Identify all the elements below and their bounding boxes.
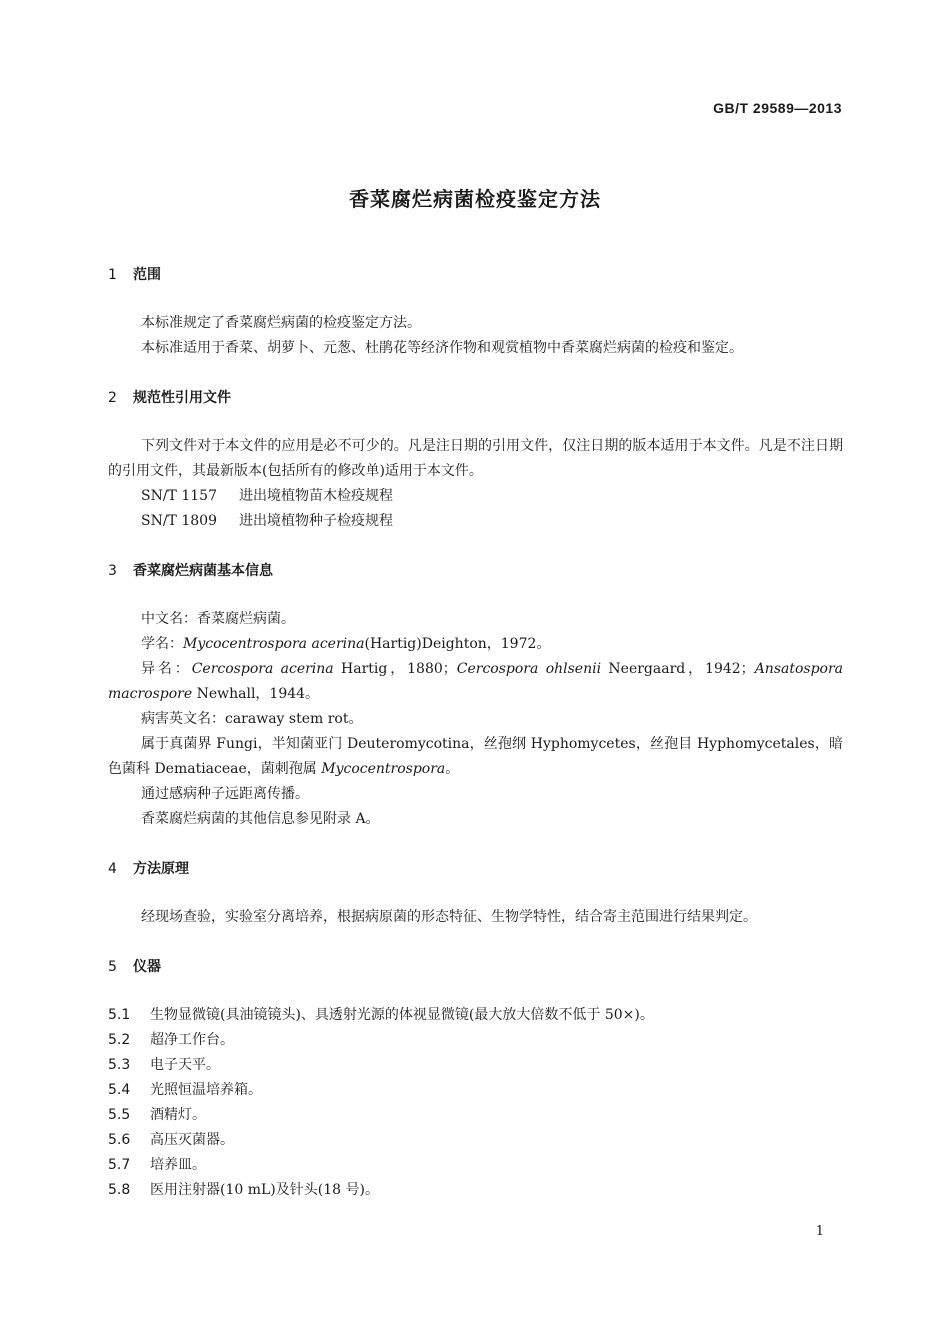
instrument-item: 5.3 电子天平。 xyxy=(108,1057,220,1073)
document-body xyxy=(108,262,843,1203)
page-number: 1 xyxy=(815,1224,824,1239)
transmission: 通过感病种子远距离传播。 xyxy=(141,786,309,802)
scope-paragraph: 本标准适用于香菜、胡萝卜、元葱、杜鹃花等经济作物和观赏植物中香菜腐烂病菌的检疫和鉴定。 xyxy=(141,340,743,356)
chinese-name: 中文名：香菜腐烂病菌。 xyxy=(141,611,295,627)
instrument-item: 5.1 生物显微镜(具油镜镜头)、具透射光源的体视显微镜(最大放大倍数不低于 50×)。 xyxy=(108,1007,654,1023)
instrument-item: 5.8 医用注射器(10 mL)及针头(18 号)。 xyxy=(108,1182,379,1198)
method-principle: 经现场查验，实验室分离培养，根据病原菌的形态特征、生物学特性，结合寄主范围进行结果判定。 xyxy=(141,909,757,925)
reference-item: SN/T 1157 进出境植物苗木检疫规程 xyxy=(141,488,393,504)
references-intro: 下列文件对于本文件的应用是必不可少的。凡是注日期的引用文件，仅注日期的版本适用于本文件。凡是不注日期的引用文件，其最新版本(包括所有的修改单)适用于本文件。 xyxy=(108,438,843,479)
instrument-item: 5.7 培养皿。 xyxy=(108,1157,206,1173)
instrument-item: 5.6 高压灭菌器。 xyxy=(108,1132,234,1148)
section-heading-5: 5 仪器 xyxy=(108,959,161,975)
instrument-list xyxy=(108,1003,843,1203)
instrument-item: 5.5 酒精灯。 xyxy=(108,1107,206,1123)
document-title: 香菜腐烂病菌检疫鉴定方法 xyxy=(349,187,601,211)
synonyms: 异名：Cercospora acerina Hartig，1880；Cercospora ohlsenii Neergaard，1942；Ansatospora macrospore Newhall，1944。 xyxy=(108,661,844,702)
standard-code: GB/T 29589—2013 xyxy=(713,100,842,116)
section-heading-2: 2 规范性引用文件 xyxy=(108,390,231,406)
scientific-name: 学名：Mycocentrospora acerina(Hartig)Deighton，1972。 xyxy=(141,636,551,652)
instrument-item: 5.4 光照恒温培养箱。 xyxy=(108,1082,262,1098)
section-heading-3: 3 香菜腐烂病菌基本信息 xyxy=(108,563,273,579)
taxonomy: 属于真菌界 Fungi，半知菌亚门 Deuteromycotina，丝孢纲 Hyphomycetes，丝孢目 Hyphomycetales，暗色菌科 Dematiaceae，菌刺孢属 Mycocentrospora。 xyxy=(108,736,843,777)
section-heading-1: 1 范围 xyxy=(108,267,161,283)
instrument-item: 5.2 超净工作台。 xyxy=(108,1032,234,1048)
section-heading-4: 4 方法原理 xyxy=(108,861,189,877)
reference-item: SN/T 1809 进出境植物种子检疫规程 xyxy=(141,513,393,529)
scope-paragraph: 本标准规定了香菜腐烂病菌的检疫鉴定方法。 xyxy=(141,315,421,331)
english-name: 病害英文名：caraway stem rot。 xyxy=(141,711,363,727)
other-info: 香菜腐烂病菌的其他信息参见附录 A。 xyxy=(141,811,380,827)
